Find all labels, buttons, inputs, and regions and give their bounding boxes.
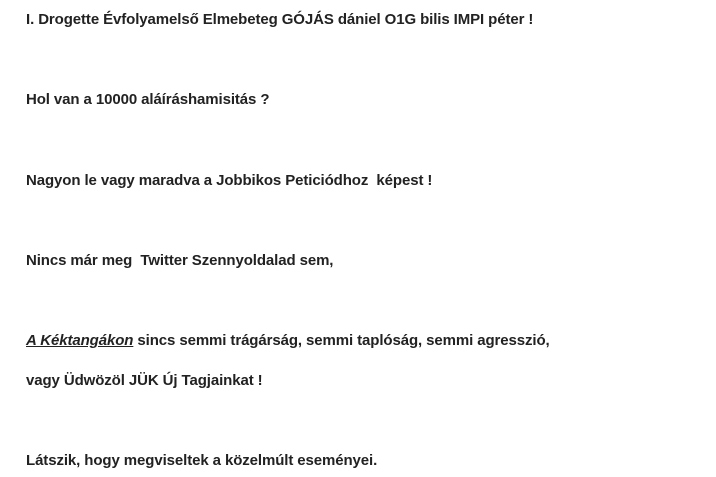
- document-body: [26, 0, 706, 477]
- text-line-2: Hol van a 10000 aláíráshamisitás ?: [26, 91, 270, 108]
- text-line-1: I. Drogette Évfolyamelső Elmebeteg GÓJÁS dániel O1G bilis IMPI péter !: [26, 11, 534, 28]
- text-line-3: Nagyon le vagy maradva a Jobbikos Peticiódhoz képest !: [26, 172, 433, 189]
- text-line-5: [26, 331, 550, 351]
- text-line-7: Látszik, hogy megviseltek a közelmúlt eseményei.: [26, 452, 378, 469]
- kektangak-link[interactable]: A Kéktangákon: [26, 332, 134, 349]
- text-line-4: Nincs már meg Twitter Szennyoldalad sem,: [26, 252, 334, 269]
- text-line-5-rest: sincs semmi trágárság, semmi taplóság, semmi agresszió,: [133, 332, 550, 349]
- text-line-6: vagy Üdwözöl JÜK Új Tagjainkat !: [26, 372, 263, 389]
